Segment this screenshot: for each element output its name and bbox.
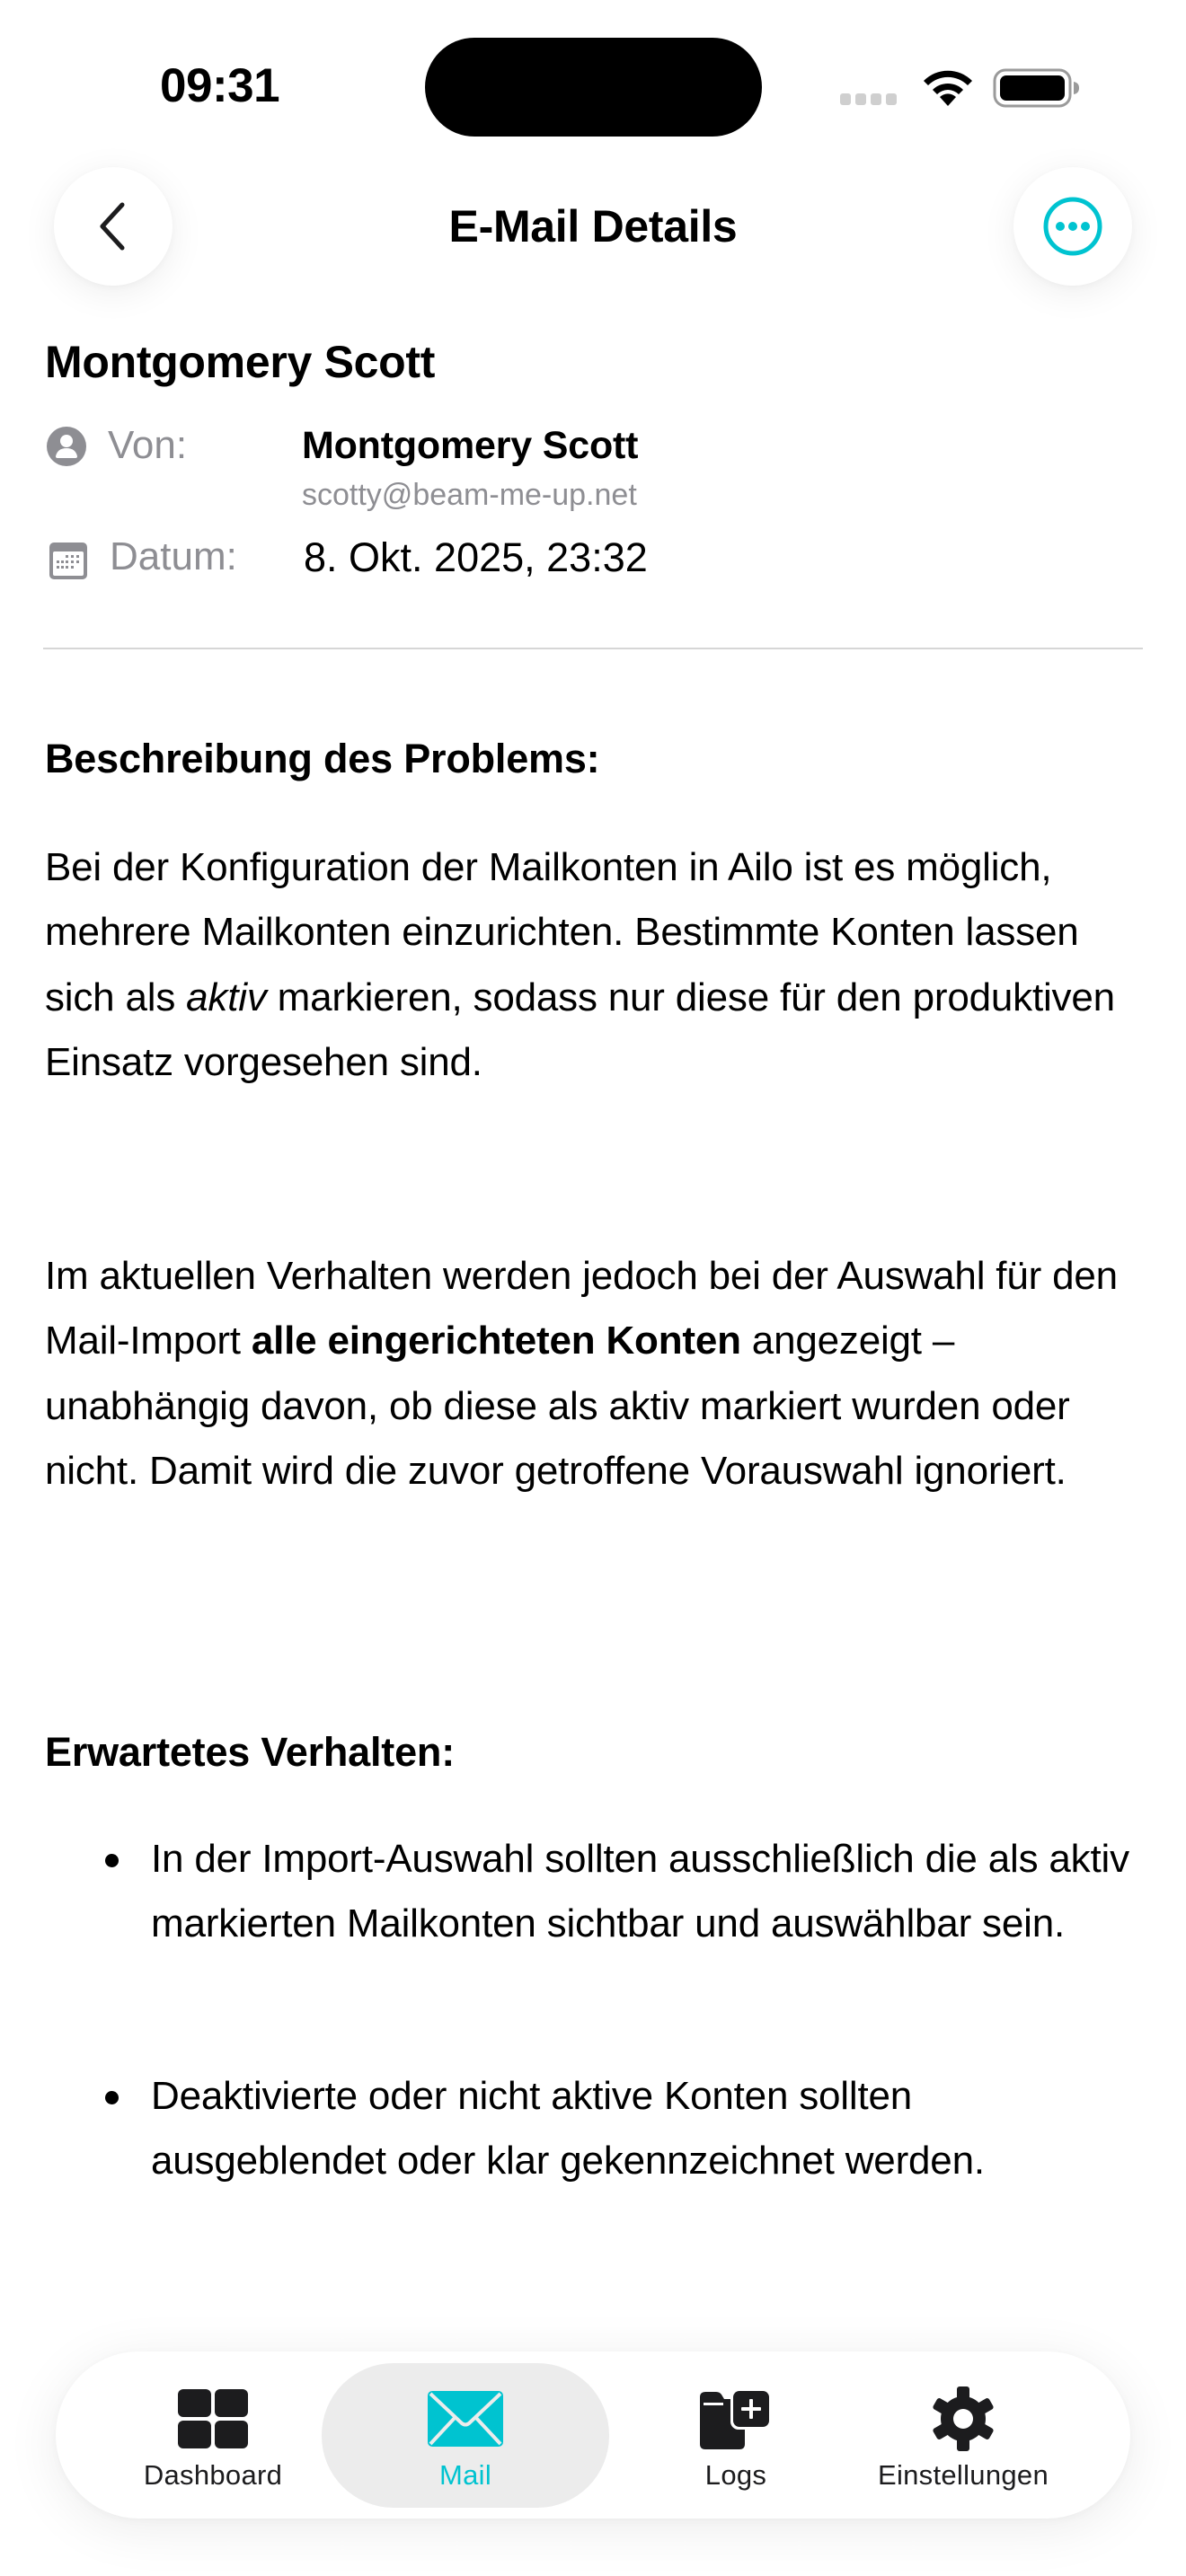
status-time: 09:31 xyxy=(160,59,280,112)
date-value: 8. Okt. 2025, 23:32 xyxy=(304,534,648,580)
section-heading-expected: Erwartetes Verhalten: xyxy=(45,1729,455,1775)
paragraph-text: Bei der Konfiguration der Mailkonten in Ailo ist es möglich, mehrere Mailkonten einzurichten. Bestimmte Konten lassen sich als xyxy=(45,845,1079,1019)
tab-label: Mail xyxy=(438,2459,492,2491)
tab-dashboard[interactable] xyxy=(110,2363,316,2508)
tab-label: Logs xyxy=(704,2459,767,2491)
folder-plus-icon xyxy=(695,2385,776,2453)
italic-text: aktiv xyxy=(186,975,267,1019)
paragraph-text: markieren, sodass nur diese für den produktiven Einsatz vorgesehen sind. xyxy=(45,975,1115,1084)
paragraph-text: angezeigt – unabhängig davon, ob diese als aktiv markiert wurden oder nicht. Damit wird die zuvor getroffene Vorauswahl ignoriert. xyxy=(45,1319,1070,1493)
tab-settings[interactable] xyxy=(846,2363,1080,2508)
tab-bar xyxy=(56,2351,1130,2519)
paragraph-text: Im aktuellen Verhalten werden jedoch bei der Auswahl für den Mail-Import xyxy=(45,1254,1118,1363)
section-heading-problem: Beschreibung des Problems: xyxy=(45,736,600,781)
list-item-text: In der Import-Auswahl sollten ausschließlich die als aktiv markierten Mailkonten sichtbar und auswählbar sein. xyxy=(151,1837,1129,1946)
cellular-signal-icon xyxy=(840,93,897,105)
tab-label: Einstellungen xyxy=(877,2459,1049,2491)
battery-icon xyxy=(993,68,1081,108)
paragraph-problem-1 xyxy=(45,835,1150,1095)
page-title: E-Mail Details xyxy=(448,201,738,251)
divider xyxy=(43,648,1143,649)
bullet-icon xyxy=(105,2091,119,2104)
calendar-icon xyxy=(48,540,89,581)
ellipsis-circle-icon xyxy=(1041,195,1104,258)
tab-mail[interactable] xyxy=(322,2363,609,2508)
more-options-button[interactable] xyxy=(1013,167,1132,286)
list-item-text: Deaktivierte oder nicht aktive Konten sollten ausgeblendet oder klar gekennzeichnet werden. xyxy=(151,2074,985,2183)
sender-email[interactable]: scotty@beam-me-up.net xyxy=(302,478,637,512)
tab-logs[interactable] xyxy=(633,2363,839,2508)
paragraph-problem-2 xyxy=(45,1244,1150,1504)
tab-label: Dashboard xyxy=(143,2459,283,2491)
gear-icon xyxy=(923,2385,1004,2453)
dynamic-island xyxy=(425,38,762,137)
date-label: Datum: xyxy=(110,534,237,578)
envelope-icon xyxy=(425,2385,506,2453)
bold-text: alle eingerichteten Konten xyxy=(251,1319,741,1363)
bullet-icon xyxy=(105,1854,119,1867)
email-subject: Montgomery Scott xyxy=(45,337,436,387)
wifi-icon xyxy=(920,66,976,108)
from-label: Von: xyxy=(108,423,188,467)
person-circle-icon xyxy=(46,426,87,467)
grid-icon xyxy=(173,2385,253,2453)
sender-name[interactable]: Montgomery Scott xyxy=(302,424,639,467)
